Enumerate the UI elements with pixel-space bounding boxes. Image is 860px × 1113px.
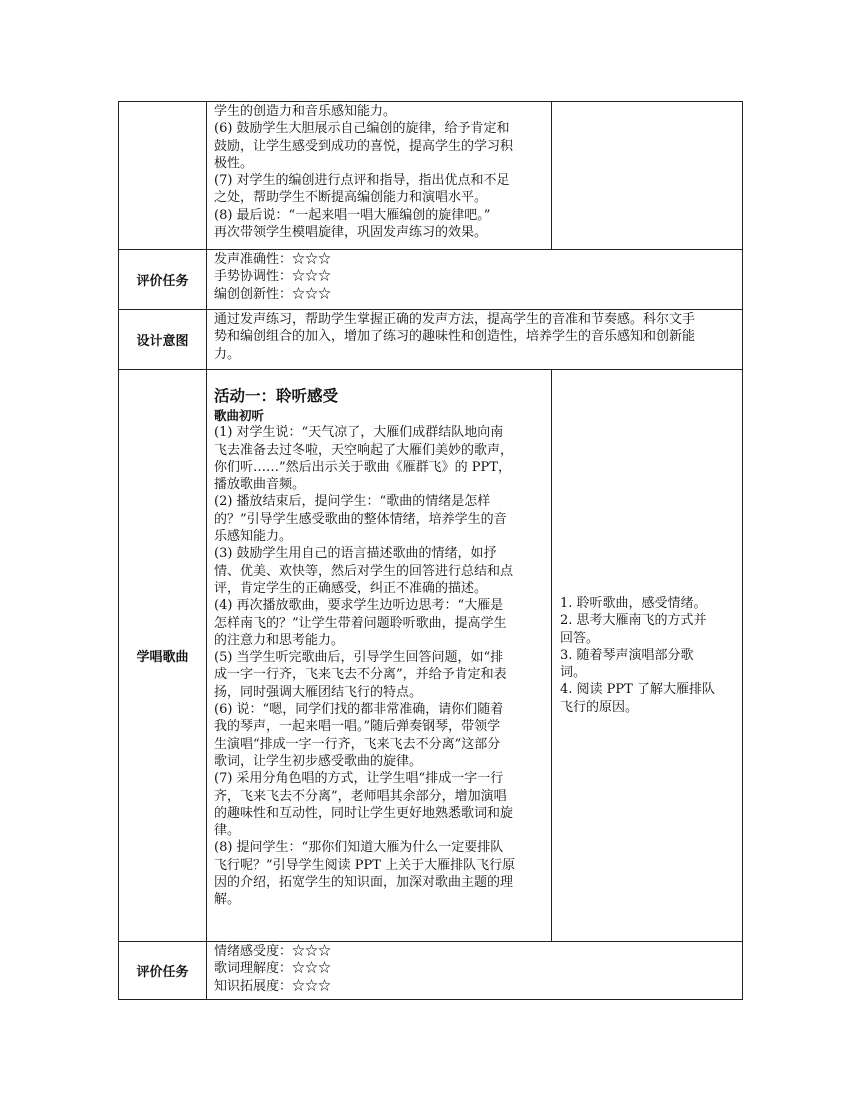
text-line: 律。 — [214, 823, 241, 839]
text-line: (7) 对学生的编创进行点评和指导，指出优点和不足 — [214, 173, 510, 189]
text-line: 齐，飞来飞去不分离”，老师唱其余部分，增加演唱 — [214, 788, 507, 804]
text-line: 乐感知能力。 — [214, 529, 293, 545]
evaluation-2-content — [207, 942, 743, 1000]
row-label-evaluation: 评价任务 — [119, 250, 207, 310]
text-line: 知识拓展度：☆☆☆ — [214, 978, 332, 994]
text-line: 成一字一行齐，飞来飞去不分离”，并给予肯定和表 — [214, 667, 507, 683]
text-line: (5) 当学生听完歌曲后，引导学生回答问题，如“排 — [214, 650, 504, 666]
text-line: 情、优美、欢快等，然后对学生的回答进行总结和点 — [214, 563, 514, 579]
text-line: 播放歌曲音频。 — [214, 477, 306, 493]
text-line: (8) 提问学生：“那你们知道大雁为什么一定要排队 — [214, 840, 504, 856]
text-line: 通过发声练习，帮助学生掌握正确的发声方法，提高学生的音准和节奏感。科尔文手 — [214, 312, 696, 327]
text-line: 学生的创造力和音乐感知能力。 — [214, 104, 397, 119]
text-line: 3. 随着琴声演唱部分歌 — [560, 647, 694, 663]
text-line: 力。 — [214, 346, 241, 362]
continuation-content — [207, 102, 552, 250]
text-line: 飞行的原因。 — [560, 699, 639, 715]
design-intent-content — [207, 310, 743, 370]
lesson-plan-table — [118, 101, 743, 1000]
row-label-design-intent: 设计意图 — [119, 310, 207, 370]
text-line: 评，肯定学生的正确感受，纠正不准确的描述。 — [214, 580, 488, 596]
side-cell-empty — [552, 102, 743, 250]
table-row-continuation — [119, 102, 743, 250]
row-label-singing: 学唱歌曲 — [119, 370, 207, 942]
text-line: 2. 思考大雁南飞的方式并 — [560, 613, 707, 629]
text-line: 4. 阅读 PPT 了解大雁排队 — [560, 682, 715, 698]
text-line: 的？”引导学生感受歌曲的整体情绪，培养学生的音 — [214, 511, 507, 527]
text-line: 编创创新性：☆☆☆ — [214, 286, 332, 302]
text-line: (4) 再次播放歌曲，要求学生边听边思考：“大雁是 — [214, 598, 504, 614]
text-line: (2) 播放结束后，提问学生：“歌曲的情绪是怎样 — [214, 494, 491, 510]
label-cell-empty — [119, 102, 207, 250]
text-line: (1) 对学生说：“天气凉了，大雁们成群结队地向南 — [214, 425, 504, 441]
text-line: 发声准确性：☆☆☆ — [214, 252, 332, 267]
text-line: 极性。 — [214, 155, 254, 171]
text-line: 歌词，让学生初步感受歌曲的旋律。 — [214, 753, 423, 769]
text-line: 飞行呢？”引导学生阅读 PPT 上关于大雁排队飞行原 — [214, 857, 516, 873]
text-line: 1. 聆听歌曲，感受情绪。 — [560, 595, 707, 611]
student-activity-content — [552, 370, 743, 942]
text-line: 因的介绍，拓宽学生的知识面，加深对歌曲主题的理 — [214, 875, 514, 891]
text-line: 之处，帮助学生不断提高编创能力和演唱水平。 — [214, 190, 488, 206]
text-line: 回答。 — [560, 630, 600, 646]
text-line: 扬，同时强调大雁团结飞行的特点。 — [214, 684, 423, 700]
text-line: (6) 说：“嗯，同学们找的都非常准确，请你们随着 — [214, 702, 504, 718]
text-line: 的趣味性和互动性，同时让学生更好地熟悉歌词和旋 — [214, 805, 514, 821]
text-line: (3) 鼓励学生用自己的语言描述歌曲的情绪，如抒 — [214, 546, 497, 562]
table-row-evaluation-2 — [119, 942, 743, 1000]
text-line: (8) 最后说：“一起来唱一唱大雁编创的旋律吧。” — [214, 207, 491, 223]
text-line: 解。 — [214, 892, 241, 908]
section-subheading: 歌曲初听 — [214, 408, 265, 423]
evaluation-1-content — [207, 250, 743, 310]
text-line: (7) 采用分角色唱的方式，让学生唱“排成一字一行 — [214, 771, 504, 787]
text-line: (6) 鼓励学生大胆展示自己编创的旋律，给予肯定和 — [214, 121, 510, 137]
text-line: 你们听……”然后出示关于歌曲《雁群飞》的 PPT， — [214, 459, 511, 475]
singing-content — [207, 370, 552, 942]
table-row-design-intent — [119, 310, 743, 370]
text-line: 再次带领学生模唱旋律，巩固发声练习的效果。 — [214, 225, 488, 241]
text-line: 鼓励，让学生感受到成功的喜悦，提高学生的学习积 — [214, 138, 514, 154]
table-row-singing — [119, 370, 743, 942]
text-line: 词。 — [560, 665, 587, 681]
text-line: 飞去准备去过冬啦，天空响起了大雁们美妙的歌声， — [214, 442, 514, 458]
text-line: 势和编创组合的加入，增加了练习的趣味性和创造性，培养学生的音乐感知和创新能 — [214, 329, 696, 345]
text-line: 我的琴声，一起来唱一唱。”随后弹奏钢琴，带领学 — [214, 719, 501, 735]
text-line: 歌词理解度：☆☆☆ — [214, 961, 332, 977]
table-row-evaluation-1 — [119, 250, 743, 310]
activity-title: 活动一：聆听感受 — [214, 387, 339, 405]
text-line: 的注意力和思考能力。 — [214, 632, 345, 648]
text-line: 手势协调性：☆☆☆ — [214, 269, 332, 285]
text-line: 怎样南飞的？”让学生带着问题聆听歌曲，提高学生 — [214, 615, 507, 631]
row-label-evaluation: 评价任务 — [119, 942, 207, 1000]
text-line: 生演唱“排成一字一行齐，飞来飞去不分离”这部分 — [214, 736, 501, 752]
text-line: 情绪感受度：☆☆☆ — [214, 944, 332, 959]
